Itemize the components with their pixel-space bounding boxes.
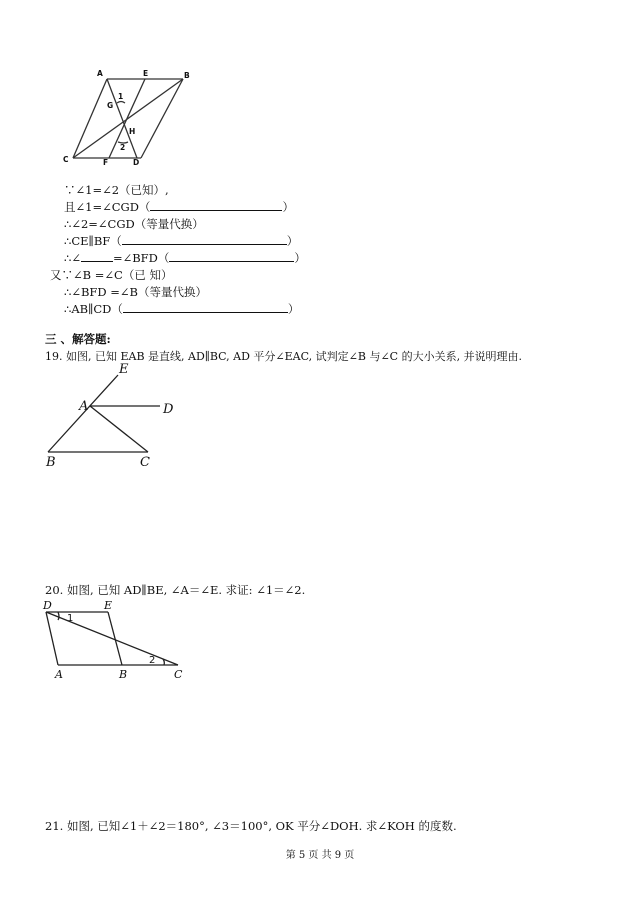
label-A: A xyxy=(55,668,63,681)
label-D: D xyxy=(163,402,174,417)
angle-label-2: 2 xyxy=(149,655,156,666)
label-H: H xyxy=(129,127,136,136)
question-19-text: 19. 如图, 已知 EAB 是直线, AD∥BC, AD 平分∠EAC, 试判定∠B 与∠C 的大小关系, 并说明理由. xyxy=(45,350,523,363)
label-G: G xyxy=(107,101,114,110)
proof-line-4: ∴CE∥BF（ ） xyxy=(64,234,299,248)
proof-line-5: ∴∠ =∠BFD（ ） xyxy=(64,251,306,265)
proof-line-3: ∴∠2=∠CGD（等量代换） xyxy=(64,217,204,231)
label-C: C xyxy=(63,155,69,164)
proof-line-6: 又∵∠B =∠C（已 知） xyxy=(50,268,173,282)
angle-label-1: 1 xyxy=(67,613,74,624)
angle-label-1: 1 xyxy=(118,92,124,101)
label-F: F xyxy=(103,158,109,167)
label-E: E xyxy=(104,599,113,612)
section-heading: 三 、解答题: xyxy=(45,332,111,346)
label-E: E xyxy=(143,69,149,78)
angle-label-2: 2 xyxy=(120,143,126,152)
proof-line-8: ∴AB∥CD（ ） xyxy=(64,302,300,316)
label-D: D xyxy=(133,158,140,167)
proof-line-7: ∴∠BFD =∠B（等量代换） xyxy=(64,285,207,299)
question-20-text: 20. 如图, 已知 AD∥BE, ∠A＝∠E. 求证: ∠1＝∠2. xyxy=(45,583,306,597)
page-footer: 第 5 页 共 9 页 xyxy=(285,850,355,861)
proof-line-1: ∵∠1=∠2（已知）, xyxy=(64,183,169,197)
label-B: B xyxy=(46,455,56,470)
label-C: C xyxy=(140,455,150,470)
label-A: A xyxy=(79,399,89,414)
label-E: E xyxy=(119,362,129,377)
label-D: D xyxy=(43,599,52,612)
question-21-text: 21. 如图, 已知∠1＋∠2＝180°, ∠3＝100°, OK 平分∠DOH. 求∠KOH 的度数. xyxy=(45,819,457,833)
label-B: B xyxy=(184,71,190,80)
proof-line-2: 且∠1=∠CGD（ ） xyxy=(64,200,294,214)
label-C: C xyxy=(174,668,183,681)
label-A: A xyxy=(97,69,103,78)
label-B: B xyxy=(119,668,128,681)
